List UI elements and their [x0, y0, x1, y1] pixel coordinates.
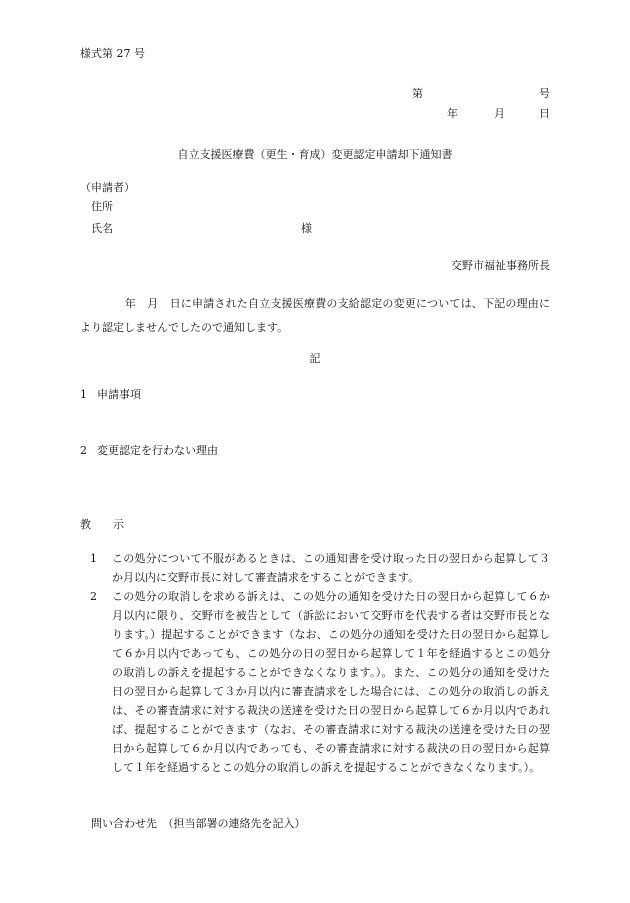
document-number-suffix: 号 — [539, 87, 550, 100]
item-1-number: 1 — [80, 388, 87, 401]
clause-2-number: 2 — [90, 590, 97, 603]
body-paragraph: 年 月 日に申請された自立支援医療費の支給認定の変更については、下記の理由により認定しませんでしたので通知します。 — [80, 297, 550, 334]
issuer: 交野市福祉事務所長 — [451, 259, 550, 272]
applicant-honorific: 様 — [301, 222, 312, 235]
document-title: 自立支援医療費（更生・育成）変更認定申請却下通知書 — [177, 148, 453, 161]
form-number: 様式第 27 号 — [80, 47, 145, 60]
date-month-label: 月 — [494, 107, 505, 120]
clause-1-text: この処分について不服があるときは、この通知書を受け取った日の翌日から起算して３か月以内に交野市長に対して審査請求をすることができます。 — [112, 552, 550, 584]
applicant-name-label: 氏名 — [91, 222, 113, 235]
item-1-label: 申請事項 — [97, 388, 141, 401]
item-2-number: 2 — [80, 444, 87, 457]
instruction-clause — [80, 587, 550, 777]
document-number-prefix: 第 — [412, 87, 423, 100]
applicant-address-label: 住所 — [91, 200, 113, 213]
instruction-clauses — [80, 549, 550, 777]
date-year-label: 年 — [447, 107, 458, 120]
instruction-heading: 教 示 — [80, 518, 124, 531]
applicant-heading: （申請者） — [80, 181, 135, 194]
item-2-label: 変更認定を行わない理由 — [97, 444, 218, 457]
contact-info: 問い合わせ先 （担当部署の連絡先を記入） — [91, 817, 306, 830]
clause-2-text: この処分の取消しを求める訴えは、この処分の通知を受けた日の翌日から起算して６か月以内に限り、交野市を被告として（訴訟において交野市を代表する者は交野市長となります。）提起することができます（なお、この処分の通知を受けた日の翌日から起算して６か月以内であっても、この処分の日の翌日から起算して１年を経過するとこの処分の取消しの訴えを提起することができなくなります。）。また、この処分の通知を受けた日の翌日から起算して３か月以内に審査請求をした場合には、この処分の取消しの訴えは、その審査請求に対する裁決の送達を受けた日の翌日から起算して６か月以内であれば、提起することができます（なお、その審査請求に対する裁決の送達を受けた日の翌日から起算して６か月以内であっても、その審査請求に対する裁決の日の翌日から起算して１年を経過するとこの処分の取消しの訴えを提起することができなくなります。）。 — [112, 590, 550, 774]
date-day-label: 日 — [539, 107, 550, 120]
ki-heading: 記 — [309, 352, 321, 365]
clause-1-number: 1 — [90, 552, 97, 565]
instruction-clause — [80, 549, 550, 587]
